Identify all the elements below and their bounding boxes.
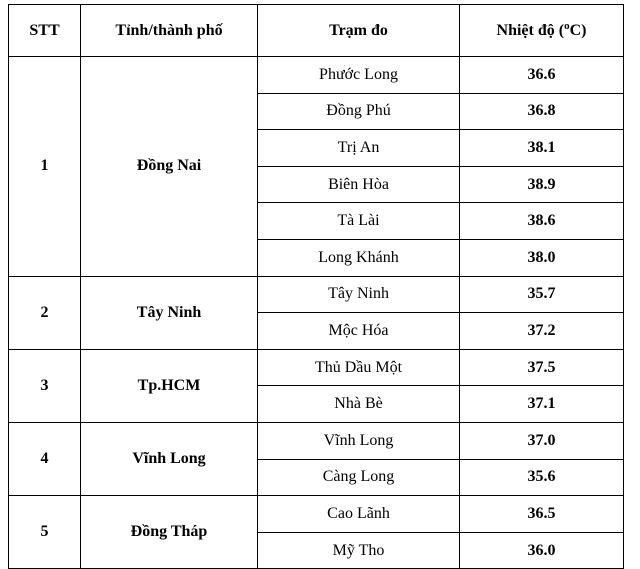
station-cell: Long Khánh bbox=[258, 239, 460, 276]
station-cell: Mộc Hóa bbox=[258, 313, 460, 350]
header-temperature-suffix: C) bbox=[569, 21, 587, 39]
province-cell: Đồng Nai bbox=[81, 57, 258, 277]
table-row bbox=[9, 496, 624, 533]
header-temperature-degree: o bbox=[564, 19, 570, 32]
table-row bbox=[9, 276, 624, 313]
province-cell: Vĩnh Long bbox=[81, 422, 258, 495]
temperature-cell: 36.6 bbox=[460, 57, 624, 94]
station-cell: Càng Long bbox=[258, 459, 460, 496]
temperature-cell: 38.0 bbox=[460, 239, 624, 276]
table-row bbox=[9, 422, 624, 459]
temperature-cell: 37.1 bbox=[460, 386, 624, 423]
temperature-cell: 36.0 bbox=[460, 532, 624, 569]
temperature-cell: 37.5 bbox=[460, 349, 624, 386]
header-temperature-prefix: Nhiệt độ ( bbox=[496, 21, 565, 39]
temperature-cell: 38.1 bbox=[460, 130, 624, 167]
temperature-cell: 35.6 bbox=[460, 459, 624, 496]
province-cell: Đồng Tháp bbox=[81, 496, 258, 569]
temperature-cell: 36.8 bbox=[460, 93, 624, 130]
stt-cell: 2 bbox=[9, 276, 81, 349]
temperature-cell: 37.0 bbox=[460, 422, 624, 459]
temperature-cell: 38.6 bbox=[460, 203, 624, 240]
stt-cell: 3 bbox=[9, 349, 81, 422]
station-cell: Tây Ninh bbox=[258, 276, 460, 313]
station-cell: Mỹ Tho bbox=[258, 532, 460, 569]
temperature-cell: 35.7 bbox=[460, 276, 624, 313]
header-temperature bbox=[460, 5, 624, 57]
header-row bbox=[9, 5, 624, 57]
header-stt: STT bbox=[9, 5, 81, 57]
station-cell: Thủ Dầu Một bbox=[258, 349, 460, 386]
temperature-cell: 37.2 bbox=[460, 313, 624, 350]
table-body bbox=[9, 57, 624, 569]
temperature-cell: 38.9 bbox=[460, 166, 624, 203]
station-cell: Đồng Phú bbox=[258, 93, 460, 130]
province-cell: Tây Ninh bbox=[81, 276, 258, 349]
stt-cell: 5 bbox=[9, 496, 81, 569]
stt-cell: 1 bbox=[9, 57, 81, 277]
header-station: Trạm đo bbox=[258, 5, 460, 57]
station-cell: Tà Lài bbox=[258, 203, 460, 240]
table-row bbox=[9, 57, 624, 94]
stt-cell: 4 bbox=[9, 422, 81, 495]
station-cell: Biên Hòa bbox=[258, 166, 460, 203]
province-cell: Tp.HCM bbox=[81, 349, 258, 422]
station-cell: Cao Lãnh bbox=[258, 496, 460, 533]
station-cell: Phước Long bbox=[258, 57, 460, 94]
table-row bbox=[9, 349, 624, 386]
station-cell: Vĩnh Long bbox=[258, 422, 460, 459]
header-province: Tỉnh/thành phố bbox=[81, 5, 258, 57]
temperature-cell: 36.5 bbox=[460, 496, 624, 533]
station-cell: Trị An bbox=[258, 130, 460, 167]
station-cell: Nhà Bè bbox=[258, 386, 460, 423]
temperature-table bbox=[8, 4, 624, 569]
